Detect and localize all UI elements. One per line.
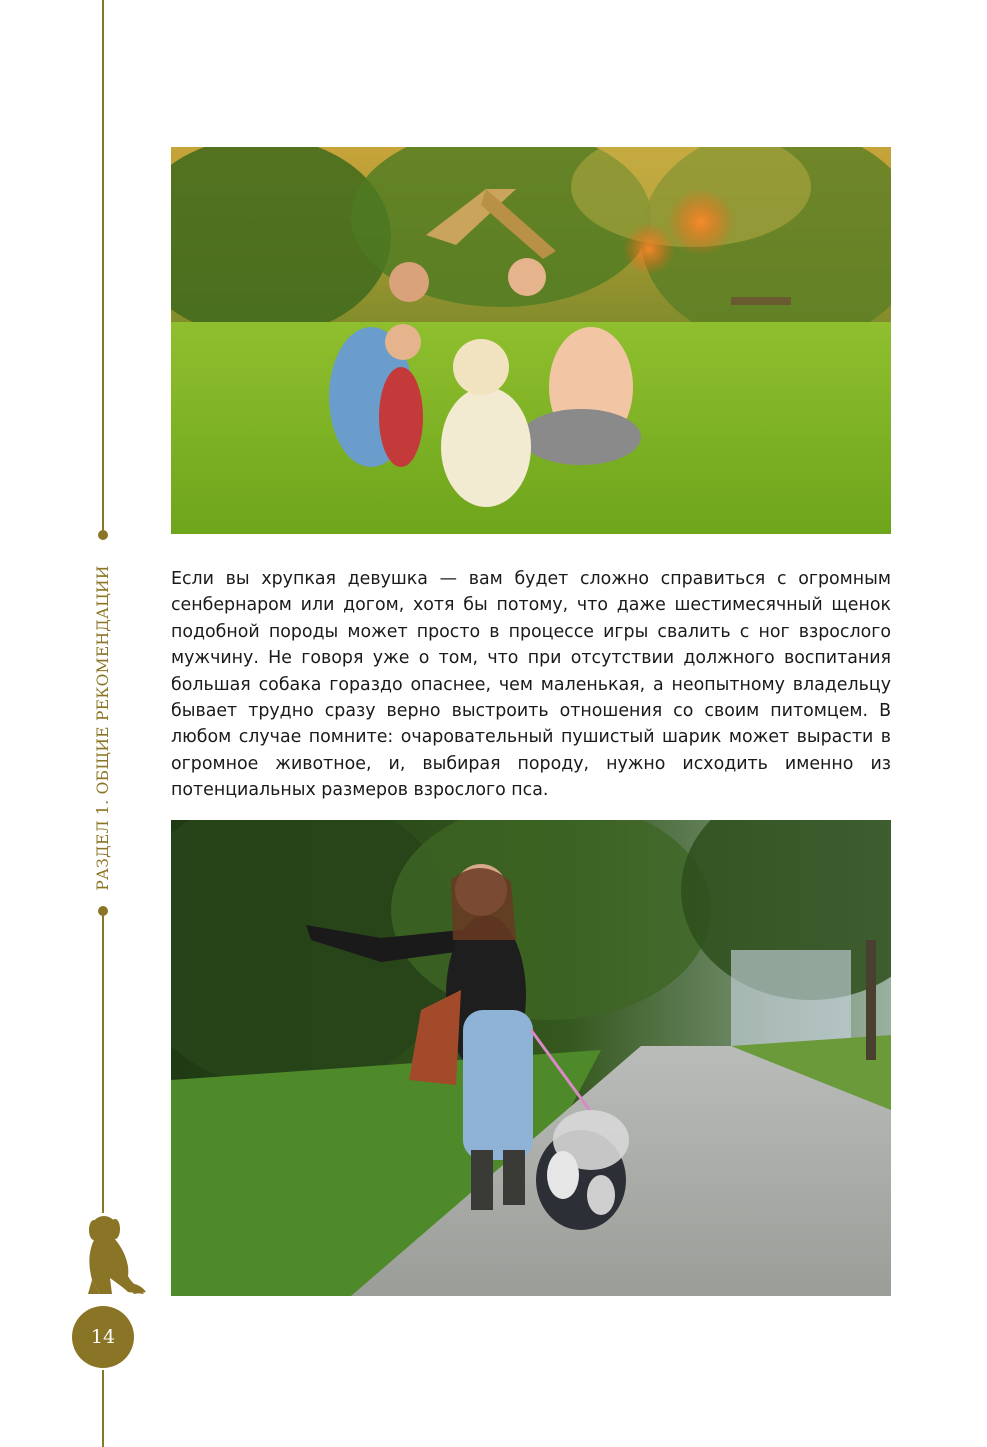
family-with-dog-photo xyxy=(171,147,891,534)
body-paragraph: Если вы хрупкая девушка — вам будет сложно справиться с огромным сенбернаром или догом, хотя бы потому, что даже шестимесячный щенок подобной породы может просто в процессе игры свалить с ног взрослого мужчину. Не говоря уже о том, что при отсутствии должного воспитания большая собака гораздо опаснее, чем маленькая, а неопытному владельцу бывает трудно сразу верно выстроить отношения со своим питомцем. В любом случае помните: очаровательный пушистый шарик может вырасти в огромное животное, и, выбирая породу, нужно исходить именно из потенциальных размеров взрослого пса. xyxy=(171,569,891,801)
sitting-dog-icon xyxy=(78,1214,148,1298)
rail-line-middle xyxy=(102,913,104,1213)
rail-line-bottom xyxy=(102,1370,104,1447)
section-title: РАЗДЕЛ 1. ОБЩИЕ РЕКОМЕНДАЦИИ xyxy=(94,565,112,891)
rail-dot-top xyxy=(98,530,108,540)
page-number-badge xyxy=(72,1306,134,1368)
woman-walking-dog-photo xyxy=(171,820,891,1296)
rail-line-top xyxy=(102,0,104,533)
page-number: 14 xyxy=(90,1326,116,1348)
